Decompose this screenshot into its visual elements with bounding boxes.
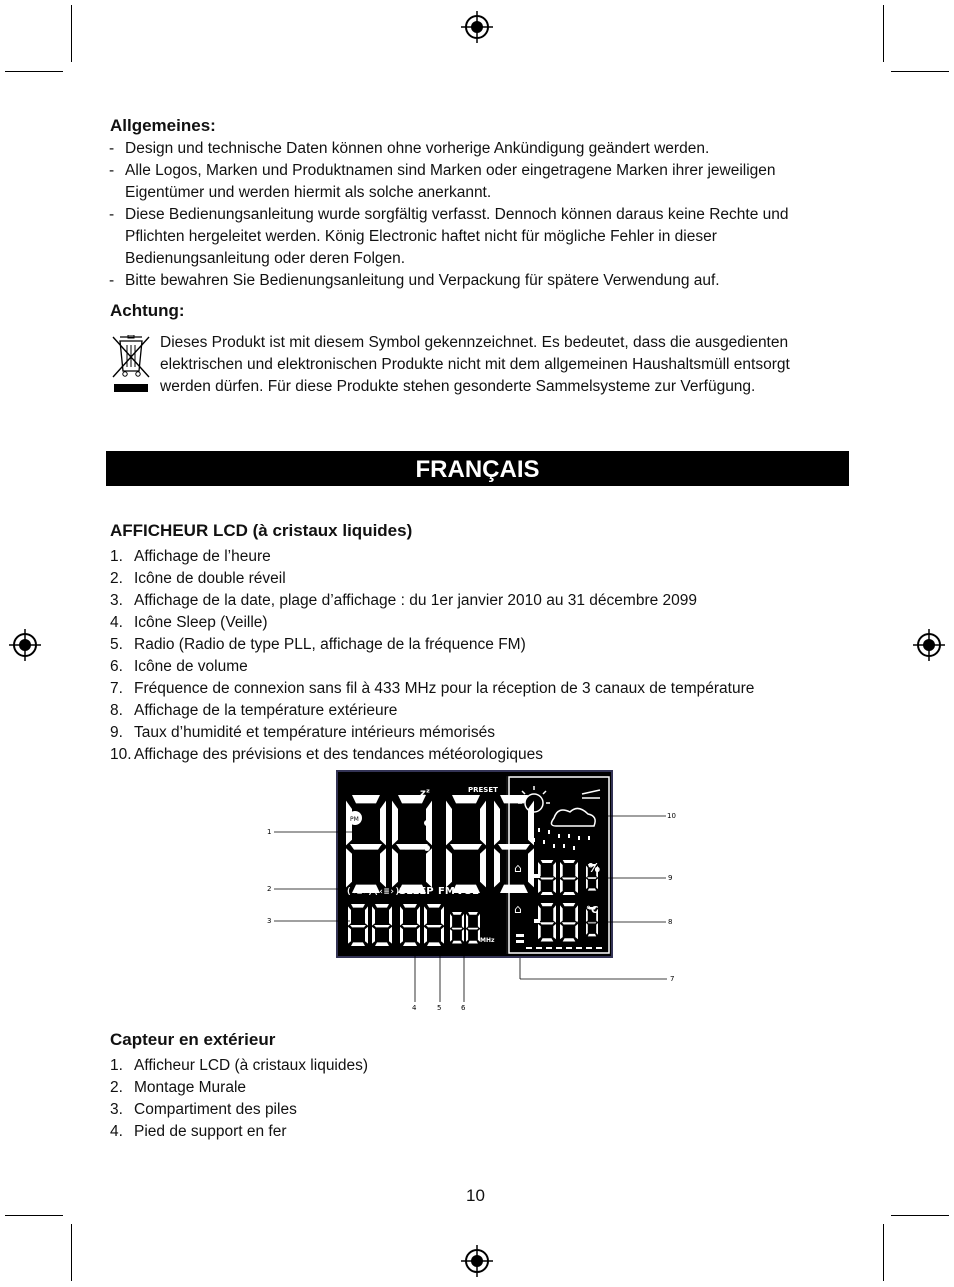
callout-label: 3 bbox=[267, 917, 272, 925]
registration-mark-icon bbox=[461, 1245, 493, 1277]
general-heading: Allgemeines: bbox=[110, 116, 216, 135]
preset-label: PRESET bbox=[468, 786, 498, 794]
mhz-label: MHz bbox=[480, 937, 495, 944]
callout-label: 4 bbox=[412, 1004, 417, 1012]
list-item: 1. Affichage de l’heure bbox=[110, 548, 271, 565]
lcd-heading: AFFICHEUR LCD (à cristaux liquides) bbox=[110, 521, 413, 540]
list-item: - Design und technische Daten können ohne vorherige Ankündigung geändert werden. bbox=[109, 138, 839, 160]
callout-label: 6 bbox=[461, 1004, 466, 1012]
svg-text:⌂: ⌂ bbox=[514, 861, 522, 875]
svg-text:(‹≡›)(‹≡›): (‹≡›)(‹≡›) bbox=[346, 887, 401, 897]
list-item: - Alle Logos, Marken und Produktnamen sind Marken oder eingetragene Marken ihrer jeweiligen Eigentümer und werden hiermit als solche anerkannt. bbox=[109, 160, 839, 204]
registration-mark-icon bbox=[9, 629, 41, 661]
callout-label: 5 bbox=[437, 1004, 442, 1012]
list-item: 2. Montage Murale bbox=[110, 1079, 247, 1096]
caution-heading: Achtung: bbox=[110, 301, 185, 320]
lcd-list bbox=[110, 546, 850, 766]
list-item: 3. Compartiment des piles bbox=[110, 1101, 297, 1118]
list-item: 4. Pied de support en fer bbox=[110, 1123, 287, 1140]
crop-mark bbox=[5, 1215, 63, 1216]
svg-text:°C: °C bbox=[586, 905, 599, 916]
list-item: 8. Affichage de la température extérieure bbox=[110, 702, 398, 719]
vol-label: VOL bbox=[456, 886, 479, 897]
caution-text: Dieses Produkt ist mit diesem Symbol gekennzeichnet. Es bedeutet, dass die ausgedienten elektrischen und elektronischen Produkte nicht mit dem allgemeinen Haushaltsmüll entsorgt werden dürfen. Für diese Produkte stehen gesonderte Sammelsysteme zur Verfügung. bbox=[160, 334, 790, 395]
list-item: 10. Affichage des prévisions et des tendances météorologiques bbox=[110, 746, 544, 763]
callout-label: 9 bbox=[668, 874, 673, 882]
callout-label: 1 bbox=[267, 828, 272, 836]
svg-text:zᶻ: zᶻ bbox=[420, 788, 430, 799]
lcd-diagram bbox=[262, 768, 692, 1014]
svg-text:⌂: ⌂ bbox=[514, 902, 522, 916]
crop-mark bbox=[883, 5, 884, 62]
fm-label: FM bbox=[438, 886, 455, 897]
list-item: 7. Fréquence de connexion sans fil à 433 MHz pour la réception de 3 canaux de température bbox=[110, 680, 755, 697]
language-banner: FRANÇAIS bbox=[106, 451, 849, 486]
registration-mark-icon bbox=[913, 629, 945, 661]
page-number: 10 bbox=[466, 1186, 485, 1205]
weee-crossed-bin-icon bbox=[110, 335, 152, 393]
list-item: 9. Taux d’humidité et température intérieurs mémorisés bbox=[110, 724, 495, 741]
list-item: 2. Icône de double réveil bbox=[110, 570, 286, 587]
callout-label: 10 bbox=[667, 812, 676, 820]
sensor-list bbox=[110, 1055, 710, 1143]
general-list bbox=[109, 138, 839, 292]
list-item: 6. Icône de volume bbox=[110, 658, 248, 675]
crop-mark bbox=[891, 1215, 949, 1216]
crop-mark bbox=[71, 1224, 72, 1281]
registration-mark-icon bbox=[461, 11, 493, 43]
list-item: 1. Afficheur LCD (à cristaux liquides) bbox=[110, 1057, 369, 1074]
callout-label: 7 bbox=[670, 975, 675, 983]
crop-mark bbox=[883, 1224, 884, 1281]
callout-label: 2 bbox=[267, 885, 272, 893]
sensor-heading: Capteur en extérieur bbox=[110, 1030, 276, 1049]
crop-mark bbox=[891, 71, 949, 72]
crop-mark bbox=[5, 71, 63, 72]
list-item: - Bitte bewahren Sie Bedienungsanleitung und Verpackung für spätere Verwendung auf. bbox=[109, 270, 839, 292]
list-item: - Diese Bedienungsanleitung wurde sorgfältig verfasst. Dennoch können daraus keine Rechte und Pflichten hergeleitet werden. König Electronic haftet nicht für mögliche Fehler in dieser Bedienungsanleitung oder deren Folgen. bbox=[109, 204, 839, 270]
list-item: 4. Icône Sleep (Veille) bbox=[110, 614, 268, 631]
pm-label: PM bbox=[350, 816, 359, 823]
callout-label: 8 bbox=[668, 918, 673, 926]
crop-mark bbox=[71, 5, 72, 62]
sleep-label: SLEEP bbox=[399, 886, 434, 897]
list-item: 5. Radio (Radio de type PLL, affichage de la fréquence FM) bbox=[110, 636, 526, 653]
list-item: 3. Affichage de la date, plage d’affichage : du 1er janvier 2010 au 31 décembre 2099 bbox=[110, 592, 698, 609]
svg-text:%: % bbox=[588, 861, 601, 875]
